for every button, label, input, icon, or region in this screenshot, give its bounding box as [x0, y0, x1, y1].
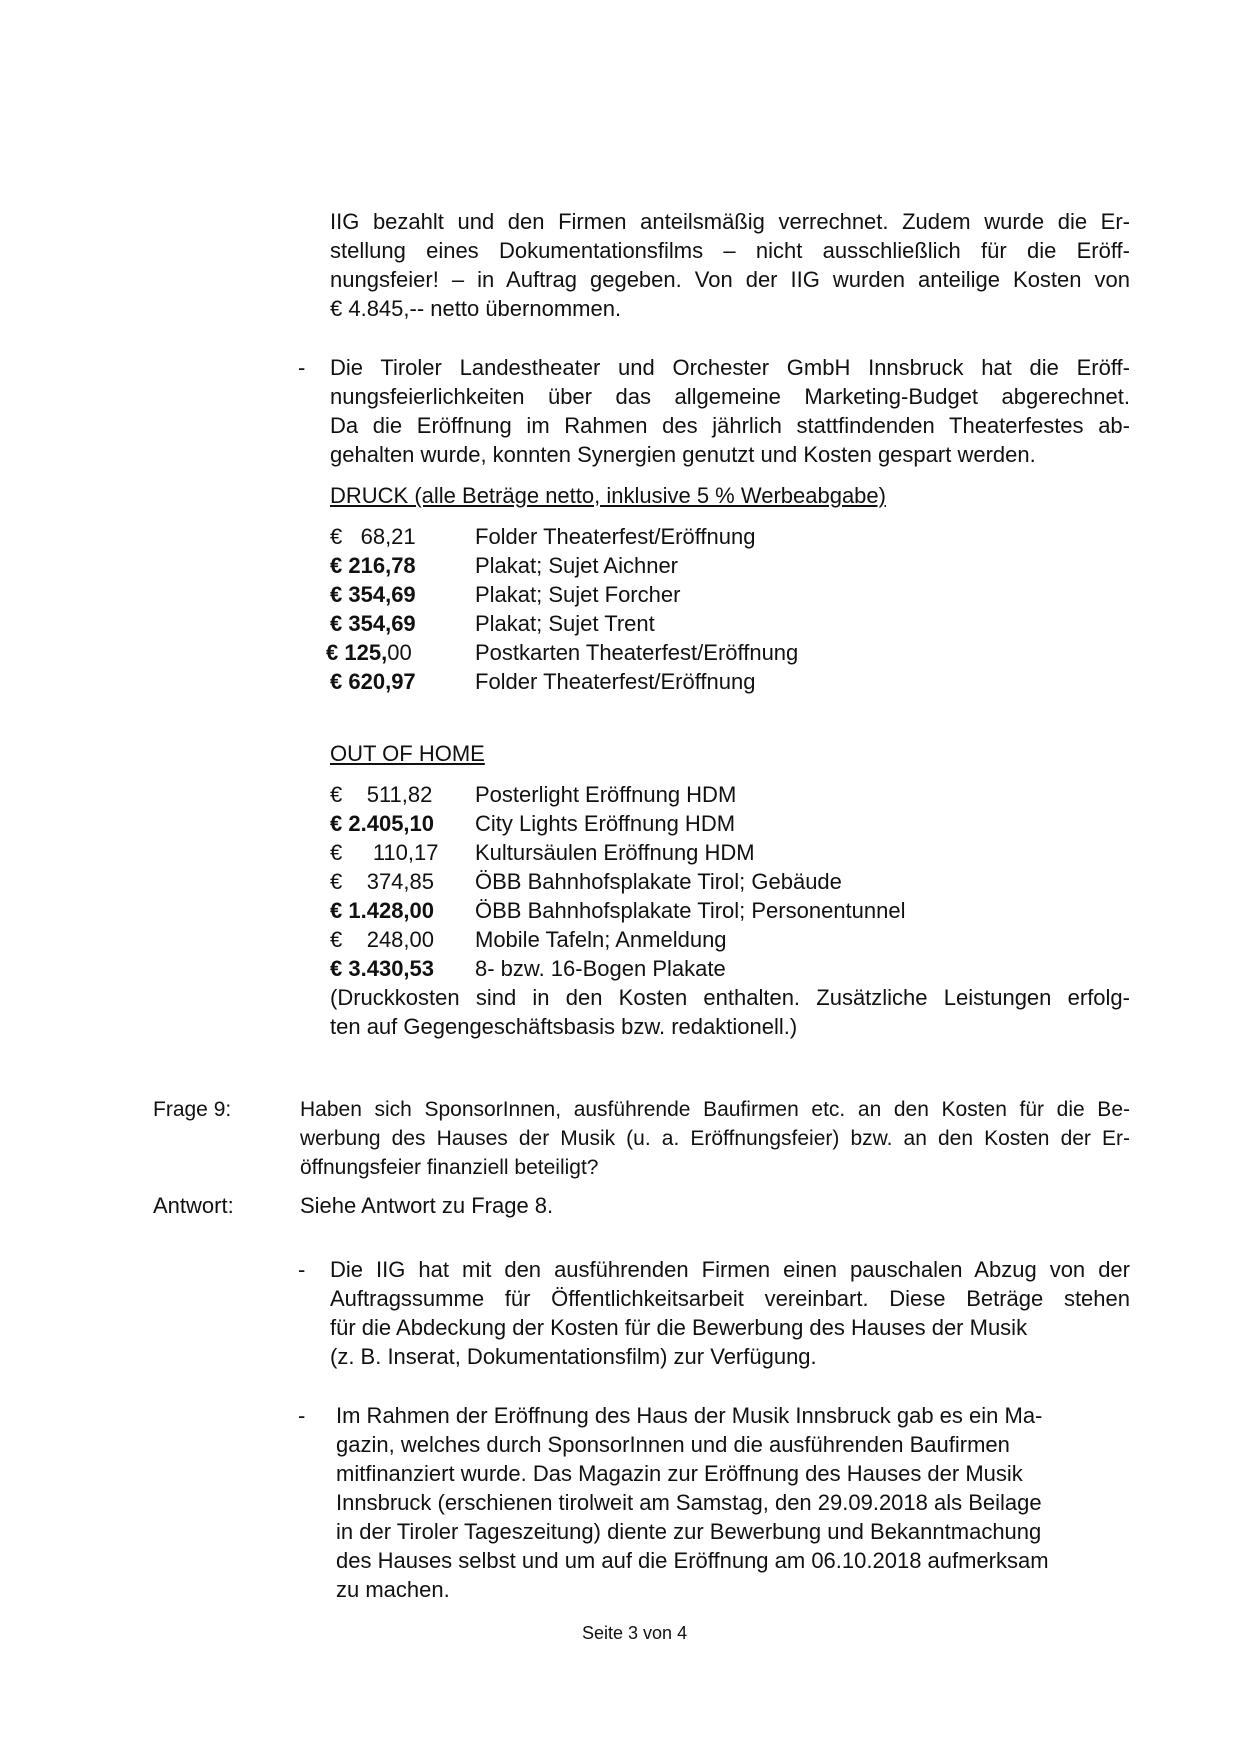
- text-line: Auftragssumme für Öffentlichkeitsarbeit vereinbart. Diese Beträge stehen: [330, 1286, 1130, 1311]
- text-line: des Hauses selbst und um auf die Eröffnung am 06.10.2018 aufmerksam: [336, 1548, 1049, 1573]
- text-line: Im Rahmen der Eröffnung des Haus der Musik Innsbruck gab es ein Ma-: [336, 1403, 1043, 1428]
- amount: € 1.428,00: [330, 898, 435, 923]
- page-number: Seite 3 von 4: [582, 1623, 688, 1643]
- text-line: Die IIG hat mit den ausführenden Firmen einen pauschalen Abzug von der: [330, 1257, 1130, 1282]
- text-line: gazin, welches durch SponsorInnen und die ausführenden Baufirmen: [336, 1432, 1010, 1457]
- question-text-line: Haben sich SponsorInnen, ausführende Baufirmen etc. an den Kosten für die Be-: [300, 1098, 1130, 1121]
- amount: € 110,17: [330, 840, 439, 865]
- cost-description: Posterlight Eröffnung HDM: [475, 782, 737, 807]
- cost-description: 8- bzw. 16-Bogen Plakate: [475, 956, 726, 981]
- amount: € 248,00: [330, 927, 434, 952]
- question-text-line: öffnungsfeier finanziell beteiligt?: [300, 1156, 599, 1179]
- cost-description: City Lights Eröffnung HDM: [475, 811, 736, 836]
- cost-description: ÖBB Bahnhofsplakate Tirol; Gebäude: [475, 869, 842, 894]
- ooh-heading: OUT OF HOME: [330, 741, 485, 766]
- text-line: nungsfeier! – in Auftrag gegeben. Von der IIG wurden anteilige Kosten von: [330, 267, 1130, 292]
- ooh-note-line: (Druckkosten sind in den Kosten enthalten. Zusätzliche Leistungen erfolg-: [330, 985, 1130, 1010]
- amount: € 374,85: [330, 869, 434, 894]
- bullet-dash: -: [298, 1403, 306, 1428]
- amount: € 125,00: [326, 640, 412, 665]
- amount: € 2.405,10: [330, 811, 435, 836]
- question-text-line: werbung des Hauses der Musik (u. a. Eröffnungsfeier) bzw. an den Kosten der Er-: [300, 1127, 1130, 1150]
- text-line: IIG bezahlt und den Firmen anteilsmäßig verrechnet. Zudem wurde die Er-: [330, 209, 1130, 234]
- text-line: Innsbruck (erschienen tirolweit am Samstag, den 29.09.2018 als Beilage: [336, 1490, 1042, 1515]
- bullet-dash: -: [298, 355, 306, 380]
- amount: € 68,21: [330, 524, 416, 549]
- text-line: zu machen.: [336, 1577, 450, 1602]
- text-line: Da die Eröffnung im Rahmen des jährlich stattfindenden Theaterfestes ab-: [330, 413, 1130, 438]
- text-line: (z. B. Inserat, Dokumentationsfilm) zur Verfügung.: [330, 1344, 817, 1369]
- amount: € 354,69: [330, 611, 416, 636]
- text-line: € 4.845,-- netto übernommen.: [330, 296, 622, 321]
- cost-description: ÖBB Bahnhofsplakate Tirol; Personentunnel: [475, 898, 906, 923]
- ooh-note-line: ten auf Gegengeschäftsbasis bzw. redaktionell.): [330, 1014, 798, 1039]
- answer-label: Antwort:: [153, 1193, 234, 1218]
- cost-description: Postkarten Theaterfest/Eröffnung: [475, 640, 799, 665]
- cost-description: Plakat; Sujet Aichner: [475, 553, 679, 578]
- cost-description: Kultursäulen Eröffnung HDM: [475, 840, 755, 865]
- cost-description: Plakat; Sujet Forcher: [475, 582, 681, 607]
- cost-description: Folder Theaterfest/Eröffnung: [475, 524, 756, 549]
- bullet-dash: -: [298, 1257, 306, 1282]
- cost-description: Plakat; Sujet Trent: [475, 611, 655, 636]
- text-line: Die Tiroler Landestheater und Orchester GmbH Innsbruck hat die Eröff-: [330, 355, 1130, 380]
- cost-description: Mobile Tafeln; Anmeldung: [475, 927, 727, 952]
- text-line: nungsfeierlichkeiten über das allgemeine Marketing-Budget abgerechnet.: [330, 384, 1130, 409]
- text-line: gehalten wurde, konnten Synergien genutzt und Kosten gespart werden.: [330, 442, 1036, 467]
- amount: € 511,82: [330, 782, 433, 807]
- amount: € 620,97: [330, 669, 416, 694]
- amount: € 216,78: [330, 553, 416, 578]
- answer-text: Siehe Antwort zu Frage 8.: [300, 1193, 554, 1218]
- text-line: für die Abdeckung der Kosten für die Bewerbung des Hauses der Musik: [330, 1315, 1028, 1340]
- druck-heading: DRUCK (alle Beträge netto, inklusive 5 % Werbeabgabe): [330, 483, 886, 508]
- amount: € 3.430,53: [330, 956, 435, 981]
- text-line: stellung eines Dokumentationsfilms – nicht ausschließlich für die Eröff-: [330, 238, 1130, 263]
- question-label: Frage 9:: [153, 1098, 232, 1121]
- amount: € 354,69: [330, 582, 416, 607]
- text-line: in der Tiroler Tageszeitung) diente zur Bewerbung und Bekanntmachung: [336, 1519, 1042, 1544]
- cost-description: Folder Theaterfest/Eröffnung: [475, 669, 756, 694]
- text-line: mitfinanziert wurde. Das Magazin zur Eröffnung des Hauses der Musik: [336, 1461, 1023, 1486]
